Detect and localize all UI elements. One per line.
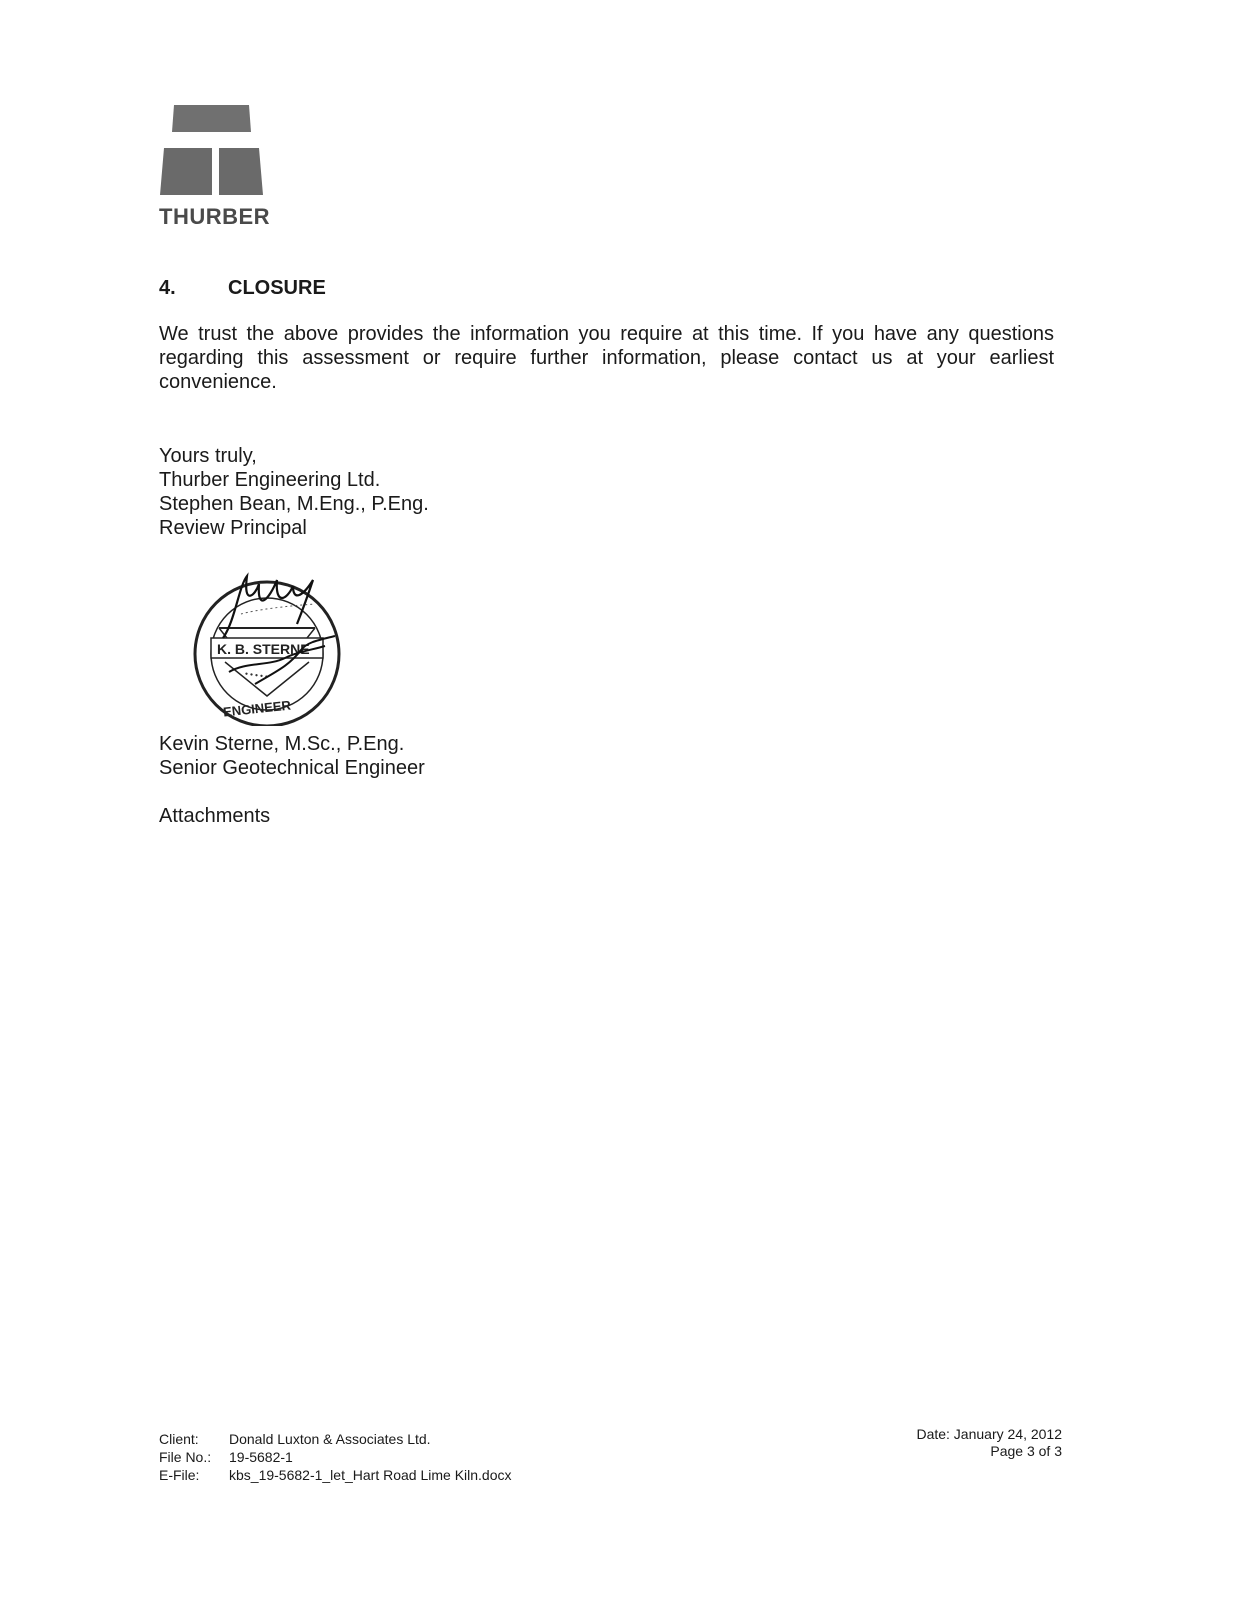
logo-wordmark: THURBER [159,204,271,229]
signer-title: Senior Geotechnical Engineer [159,757,425,779]
file-number-value: 19-5682-1 [229,1449,293,1465]
footer-file-row [159,1448,512,1466]
reviewer-title: Review Principal [159,517,307,539]
signoff-block [159,444,429,540]
svg-text:ENGINEER: ENGINEER [222,697,292,720]
closure-paragraph: We trust the above provides the information you require at this time. If you have any questions regarding this assessment or require further information, please contact us at your earliest convenience. [159,323,1054,393]
signer-block [159,732,425,780]
document-date: Date: January 24, 2012 [916,1426,1062,1442]
file-number-label: File No.: [159,1449,212,1465]
svg-text:K. B. STERNE: K. B. STERNE [217,641,310,657]
client-value: Donald Luxton & Associates Ltd. [229,1431,431,1447]
closing-line: Yours truly, [159,445,257,467]
company-name: Thurber Engineering Ltd. [159,469,381,491]
signer-name: Kevin Sterne, M.Sc., P.Eng. [159,733,405,755]
footer-date-page [916,1426,1062,1460]
client-label: Client: [159,1431,199,1447]
section-heading [159,277,326,300]
engineer-seal-stamp [185,566,350,726]
footer-efile-row [159,1466,512,1484]
efile-label: E-File: [159,1467,200,1483]
svg-text:• • • • •: • • • • • [244,669,269,682]
page-number: Page 3 of 3 [990,1443,1062,1459]
reviewer-name: Stephen Bean, M.Eng., P.Eng. [159,493,429,515]
efile-value: kbs_19-5682-1_let_Hart Road Lime Kiln.docx [229,1467,512,1483]
seal-with-signature [185,566,350,726]
attachments-label: Attachments [159,805,271,827]
footer-file-info [159,1430,512,1484]
section-title: CLOSURE [228,277,326,299]
footer-client-row [159,1430,512,1448]
section-number: 4. [159,277,176,299]
thurber-logo-mark [157,102,272,202]
